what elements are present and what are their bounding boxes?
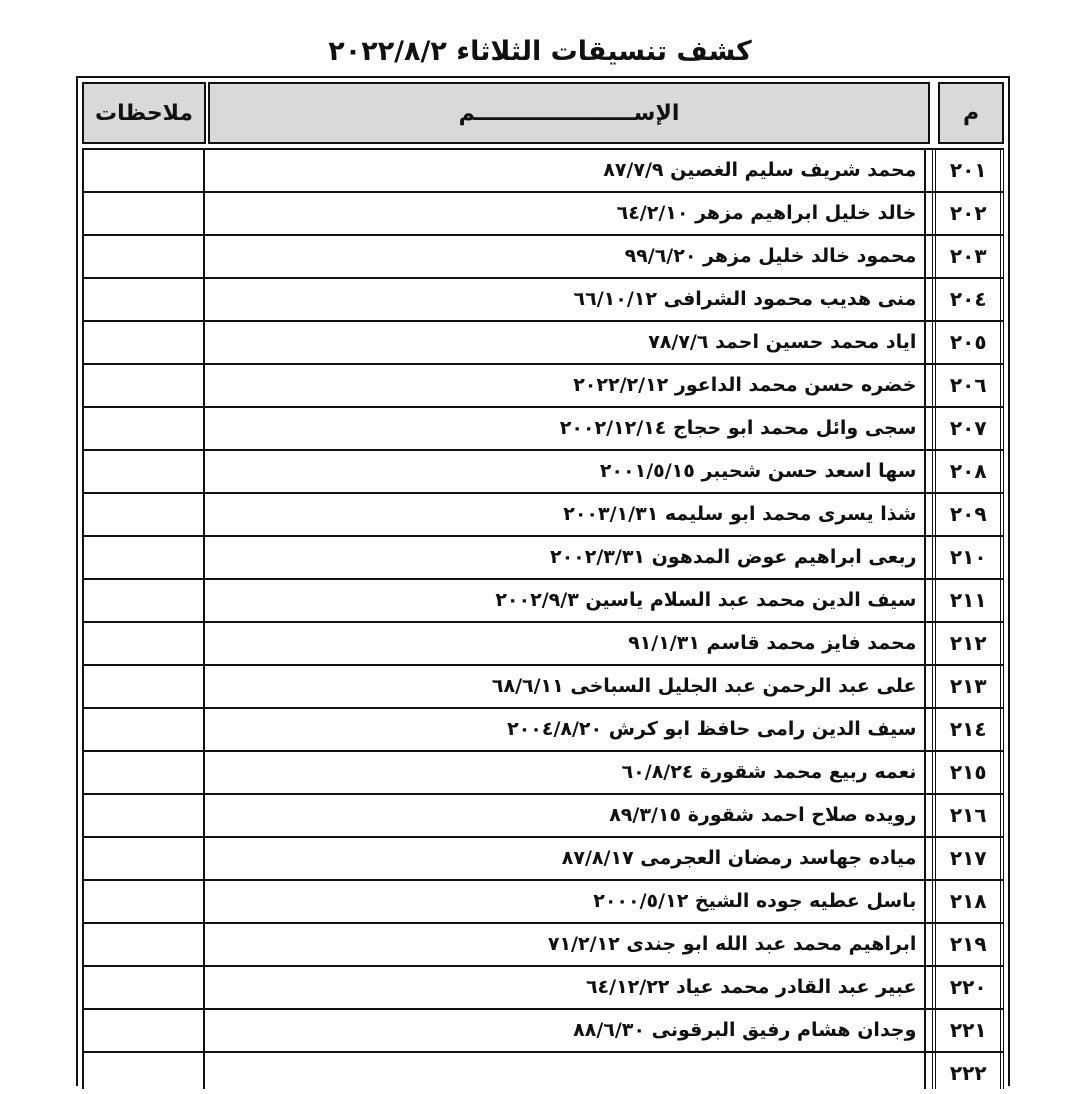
notes-cell [82,580,205,621]
table-row [82,709,1004,752]
notes-cell [82,1053,205,1089]
name-cell: عبير عبد القادر محمد عياد ٦٤/١٢/٢٢ [205,967,926,1008]
header-notes: ملاحظات [82,82,206,144]
notes-cell [82,967,205,1008]
name-cell: محمود خالد خليل مزهر ٩٩/٦/٢٠ [205,236,926,277]
table-body [82,148,1004,1089]
number-cell: ٢٠١ [932,150,1004,191]
number-cell: ٢٢١ [932,1010,1004,1051]
name-cell: اياد محمد حسين احمد ٧٨/٧/٦ [205,322,926,363]
name-cell: سجى وائل محمد ابو حجاج ٢٠٠٢/١٢/١٤ [205,408,926,449]
number-cell: ٢١٣ [932,666,1004,707]
table-row [82,666,1004,709]
name-cell: نعمه ربيع محمد شقورة ٦٠/٨/٢٤ [205,752,926,793]
table-row [82,408,1004,451]
number-cell: ٢٠٨ [932,451,1004,492]
number-cell: ٢١٩ [932,924,1004,965]
number-cell: ٢١٦ [932,795,1004,836]
number-cell: ٢٠٧ [932,408,1004,449]
name-cell: سيف الدين رامى حافظ ابو كرش ٢٠٠٤/٨/٢٠ [205,709,926,750]
table-row [82,924,1004,967]
name-cell: شذا يسرى محمد ابو سليمه ٢٠٠٣/١/٣١ [205,494,926,535]
notes-cell [82,193,205,234]
notes-cell [82,279,205,320]
name-cell [205,1053,926,1089]
table-row [82,838,1004,881]
notes-cell [82,537,205,578]
table-row [82,451,1004,494]
number-cell: ٢٠٥ [932,322,1004,363]
name-cell: منى هديب محمود الشرافى ٦٦/١٠/١٢ [205,279,926,320]
table-row [82,365,1004,408]
number-cell: ٢٠٤ [932,279,1004,320]
table-row [82,193,1004,236]
table-row [82,795,1004,838]
number-cell: ٢١٤ [932,709,1004,750]
notes-cell [82,494,205,535]
number-cell: ٢١٢ [932,623,1004,664]
number-cell: ٢٠٩ [932,494,1004,535]
table-row [82,1053,1004,1089]
table-row [82,494,1004,537]
table-row [82,537,1004,580]
table-row [82,623,1004,666]
table-row [82,236,1004,279]
table-row [82,279,1004,322]
name-cell: وجدان هشام رفيق البرقونى ٨٨/٦/٣٠ [205,1010,926,1051]
name-cell: على عبد الرحمن عبد الجليل السباخى ٦٨/٦/١١ [205,666,926,707]
notes-cell [82,795,205,836]
header-name: الإســـــــــــــــــــــم [208,82,930,144]
table-row [82,967,1004,1010]
notes-cell [82,838,205,879]
notes-cell [82,451,205,492]
number-cell: ٢٢٢ [932,1053,1004,1089]
name-cell: خالد خليل ابراهيم مزهر ٦٤/٢/١٠ [205,193,926,234]
name-cell: محمد شريف سليم الغصين ٨٧/٧/٩ [205,150,926,191]
number-cell: ٢٠٢ [932,193,1004,234]
name-cell: سها اسعد حسن شحيبر ٢٠٠١/٥/١٥ [205,451,926,492]
name-cell: ربعى ابراهيم عوض المدهون ٢٠٠٢/٣/٣١ [205,537,926,578]
table-row [82,150,1004,193]
number-cell: ٢١٧ [932,838,1004,879]
name-cell: باسل عطيه جوده الشيخ ٢٠٠٠/٥/١٢ [205,881,926,922]
page-title: كشف تنسيقات الثلاثاء ٢٠٢٢/٨/٢ [328,36,752,67]
number-cell: ٢١٠ [932,537,1004,578]
name-cell: محمد فايز محمد قاسم ٩١/١/٣١ [205,623,926,664]
number-cell: ٢١١ [932,580,1004,621]
name-cell: رويده صلاح احمد شقورة ٨٩/٣/١٥ [205,795,926,836]
number-cell: ٢١٨ [932,881,1004,922]
name-cell: ابراهيم محمد عبد الله ابو جندى ٧١/٢/١٢ [205,924,926,965]
notes-cell [82,623,205,664]
table-row [82,752,1004,795]
name-cell: سيف الدين محمد عبد السلام ياسين ٢٠٠٢/٩/٣ [205,580,926,621]
name-cell: خضره حسن محمد الداعور ٢٠٢٢/٢/١٢ [205,365,926,406]
notes-cell [82,924,205,965]
notes-cell [82,322,205,363]
notes-cell [82,881,205,922]
notes-cell [82,365,205,406]
table-row [82,881,1004,924]
table-row [82,1010,1004,1053]
number-cell: ٢٢٠ [932,967,1004,1008]
number-cell: ٢٠٦ [932,365,1004,406]
notes-cell [82,709,205,750]
table-row [82,580,1004,623]
notes-cell [82,752,205,793]
number-cell: ٢٠٣ [932,236,1004,277]
table-row [82,322,1004,365]
number-cell: ٢١٥ [932,752,1004,793]
header-number: م [938,82,1004,144]
notes-cell [82,236,205,277]
notes-cell [82,408,205,449]
name-cell: مياده جهاسد رمضان العجرمى ٨٧/٨/١٧ [205,838,926,879]
notes-cell [82,150,205,191]
notes-cell [82,1010,205,1051]
notes-cell [82,666,205,707]
